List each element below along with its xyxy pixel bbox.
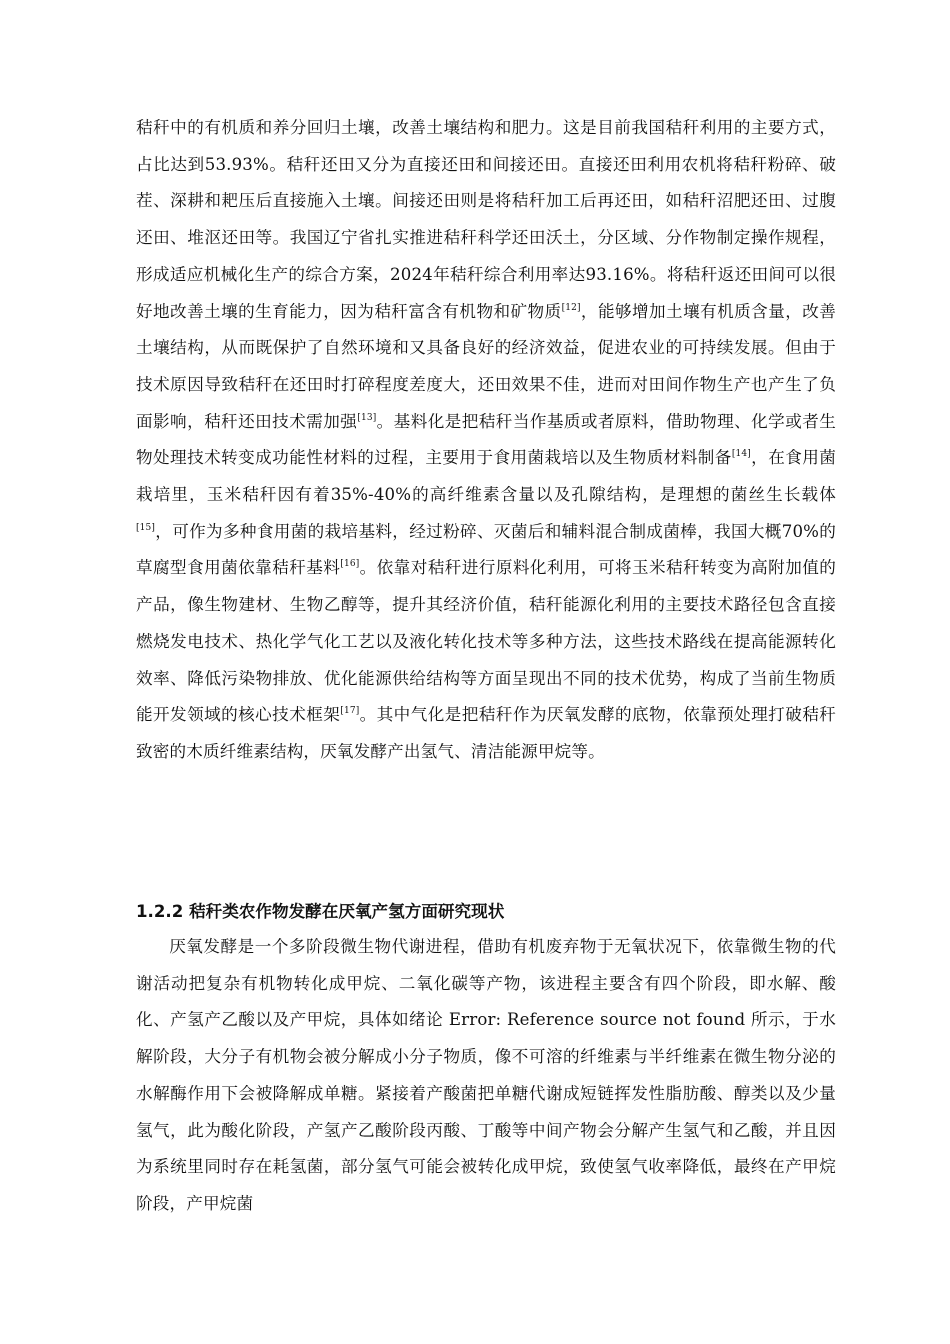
paragraph-text: ，能够增加土壤有机质含量，改善土壤结构，从而既保护了自然环境和又具备良好的经济效益，促进农业的可持续发展。但由于技术原因导致秸秆在还田时打碎程度差度大，还田效果不佳，进而对田间作物生产也产生了负面影响，秸秆还田技术需加强 [136,301,837,431]
paragraph-anaerobic-fermentation: 厌氧发酵是一个多阶段微生物代谢进程，借助有机废弃物于无氧状况下，依靠微生物的代谢活动把复杂有机物转化成甲烷、二氧化碳等产物，该进程主要含有四个阶段，即水解、酸化、产氢产乙酸以及产甲烷，具体如绪论 Error: Reference source not found 所示，于水解阶段，大分子有机物会被分解成小分子物质，像不可溶的纤维素与半纤维素在微生物分泌的水解酶作用下会被降解成单糖。紧接着产酸菌把单糖代谢成短链挥发性脂肪酸、醇类以及少量氢气，此为酸化阶段，产氢产乙酸阶段丙酸、丁酸等中间产物会分解产生氢气和乙酸，并且因为系统里同时存在耗氢菌，部分氢气可能会被转化成甲烷，致使氢气收率降低，最终在产甲烷阶段，产甲烷菌 [136,937,836,1213]
paragraph-text: 。其中气化是把秸秆作为厌氧发酵的底物，依靠预处理打破秸秆致密的木质纤维素结构，厌氧发酵产出氢气、清洁能源甲烷等。 [136,705,836,761]
paragraph-text: 。依靠对秸秆进行原料化利用，可将玉米秸秆转变为高附加值的产品，像生物建材、生物乙醇等，提升其经济价值，秸秆能源化利用的主要技术路径包含直接燃烧发电技术、热化学气化工艺以及液化转化技术等多种方法，这些技术路线在提高能源转化效率、降低污染物排放、优化能源供给结构等方面呈现出不同的技术优势，构成了当前生物质能开发领域的核心技术框架 [136,558,836,725]
citation-ref: [13] [357,412,377,423]
citation-ref: [15] [136,522,156,533]
citation-ref: [12] [561,302,581,313]
citation-ref: [17] [340,706,360,717]
citation-ref: [16] [340,559,360,570]
section-heading: 1.2.2 秸秆类农作物发酵在厌氧产氢方面研究现状 [136,902,505,921]
paragraph-straw-utilization [136,110,836,771]
citation-ref: [14] [731,449,751,460]
paragraph-text: 秸秆中的有机质和养分回归土壤，改善土壤结构和肥力。这是目前我国秸秆利用的主要方式，占比达到53.93%。秸秆还田又分为直接还田和间接还田。直接还田利用农机将秸秆粉碎、破茬、深耕和耙压后直接施入土壤。间接还田则是将秸秆加工后再还田，如秸秆沼肥还田、过腹还田、堆沤还田等。我国辽宁省扎实推进秸秆科学还田沃土，分区域、分作物制定操作规程，形成适应机械化生产的综合方案，2024年秸秆综合利用率达93.16%。将秸秆返还田间可以很好地改善土壤的生育能力，因为秸秆富含有机物和矿物质 [136,118,836,321]
paragraph-text: 。基料化是把秸秆当作基质或者原料，借助物理、化学或者生物处理技术转变成功能性材料的过程，主要用于食用菌栽培以及生物质材料制备 [136,411,836,468]
paragraph-text: ，可作为多种食用菌的栽培基料，经过粉碎、灭菌后和辅料混合制成菌棒，我国大概70%的草腐型食用菌依靠秸秆基料 [136,521,836,578]
paragraph-text: ，在食用菌栽培里，玉米秸秆因有着35%-40%的高纤维素含量以及孔隙结构，是理想的菌丝生长载体 [136,448,837,505]
